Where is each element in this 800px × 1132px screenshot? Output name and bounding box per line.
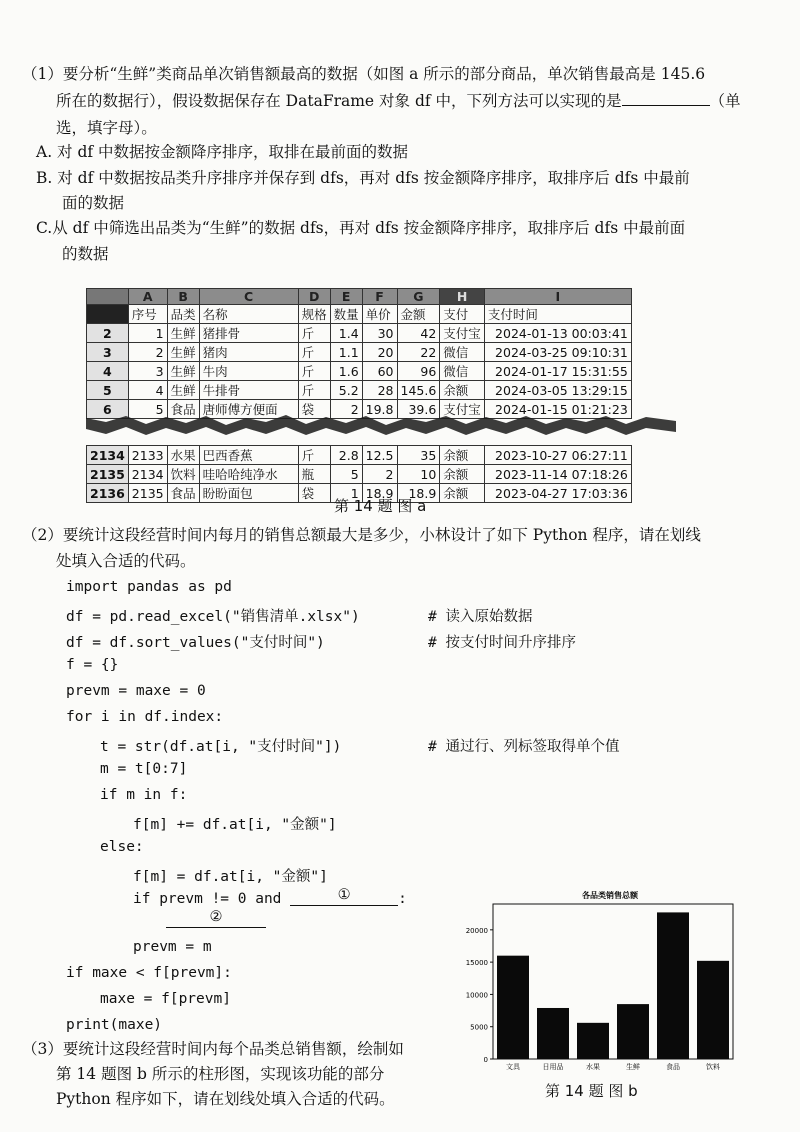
q1-option-c-cont: 的数据 <box>62 245 109 263</box>
col-letter: C <box>199 289 298 305</box>
row-number: 6 <box>87 400 129 419</box>
code-line: prevm = m <box>133 939 212 955</box>
cell: 5 <box>330 465 362 484</box>
cell: 18.9 <box>362 484 397 503</box>
spreadsheet-figure-a <box>86 288 632 503</box>
q2-line1: （2）要统计这段经营时间内每月的销售总额最大是多少，小林设计了如下 Python 程序，请在划线 <box>22 526 701 544</box>
cell: 18.9 <box>397 484 440 503</box>
code-colon: : <box>398 891 407 907</box>
cell: 斤 <box>298 446 330 465</box>
bar-食品 <box>657 912 689 1059</box>
bar-生鲜 <box>617 1004 649 1059</box>
cell: 1.6 <box>330 362 362 381</box>
cell: 2023-10-27 06:27:11 <box>484 446 631 465</box>
q1-option-c: C.从 df 中筛选出品类为“生鲜”的数据 dfs，再对 dfs 按金额降序排序，取排序后 dfs 中最前面 <box>36 219 686 237</box>
cell: 2 <box>330 400 362 419</box>
q2-line2: 处填入合适的代码。 <box>56 552 196 570</box>
x-tick-label: 日用品 <box>542 1063 564 1071</box>
bar-饮料 <box>697 961 729 1059</box>
cell: 28 <box>362 381 397 400</box>
q3-line1: （3）要统计这段经营时间内每个品类总销售额，绘制如 <box>22 1040 404 1058</box>
cell: 斤 <box>298 362 330 381</box>
cell: 2023-11-14 07:18:26 <box>484 465 631 484</box>
cell: 余额 <box>440 446 485 465</box>
cell: 2024-01-15 01:21:23 <box>484 400 631 419</box>
corner-cell <box>87 289 129 305</box>
row-number <box>87 305 129 324</box>
header-cell: 支付 <box>440 305 485 324</box>
cell: 微信 <box>440 343 485 362</box>
table-row <box>87 362 632 381</box>
cell: 斤 <box>298 381 330 400</box>
code-line: else: <box>100 839 144 855</box>
header-row <box>87 305 632 324</box>
code-line: m = t[0:7] <box>100 761 188 777</box>
cell: 余额 <box>440 465 485 484</box>
cell: 2024-01-17 15:31:55 <box>484 362 631 381</box>
cell: 支付宝 <box>440 324 485 343</box>
header-cell: 名称 <box>199 305 298 324</box>
bar-文具 <box>497 956 529 1059</box>
cell: 饮料 <box>167 465 199 484</box>
table-row <box>87 343 632 362</box>
cell: 30 <box>362 324 397 343</box>
q1-option-a: A. 对 df 中数据按金额降序排序，取排在最前面的数据 <box>36 143 409 161</box>
cell: 2023-04-27 17:03:36 <box>484 484 631 503</box>
cell: 35 <box>397 446 440 465</box>
cell: 余额 <box>440 381 485 400</box>
cell: 食品 <box>167 400 199 419</box>
cell: 斤 <box>298 343 330 362</box>
cell: 22 <box>397 343 440 362</box>
cell: 1 <box>128 324 167 343</box>
header-cell: 规格 <box>298 305 330 324</box>
row-number: 4 <box>87 362 129 381</box>
cell: 3 <box>128 362 167 381</box>
row-number: 2134 <box>87 446 129 465</box>
code-line: if m in f: <box>100 787 188 803</box>
cell: 19.8 <box>362 400 397 419</box>
chart-title: 各品类销售总额 <box>582 891 638 900</box>
col-letter: A <box>128 289 167 305</box>
header-cell: 金额 <box>397 305 440 324</box>
cell: 猪肉 <box>199 343 298 362</box>
table-row <box>87 446 632 465</box>
cell: 2133 <box>128 446 167 465</box>
cell: 食品 <box>167 484 199 503</box>
cell: 4 <box>128 381 167 400</box>
y-tick-label: 15000 <box>465 959 488 968</box>
code-line: maxe = f[prevm] <box>100 991 231 1007</box>
y-tick-label: 10000 <box>465 991 488 1000</box>
code-comment: # 通过行、列标签取得单个值 <box>428 739 620 755</box>
bar-chart-figure-b <box>455 886 745 1081</box>
q3-line2: 第 14 题图 b 所示的柱形图，实现该功能的部分 <box>56 1065 385 1083</box>
q1-line2-text: 所在的数据行），假设数据保存在 DataFrame 对象 df 中，下列方法可以实现的是 <box>56 92 622 110</box>
col-letter: F <box>362 289 397 305</box>
q1-option-b-cont: 面的数据 <box>62 194 125 212</box>
cell: 袋 <box>298 400 330 419</box>
cell: 唐师傅方便面 <box>199 400 298 419</box>
column-letter-row <box>87 289 632 305</box>
code-line: for i in df.index: <box>66 709 224 725</box>
x-tick-label: 食品 <box>666 1063 680 1071</box>
cell: 微信 <box>440 362 485 381</box>
cell: 余额 <box>440 484 485 503</box>
cell: 支付宝 <box>440 400 485 419</box>
cell: 2024-03-05 13:29:15 <box>484 381 631 400</box>
code-line: f = {} <box>66 657 119 673</box>
col-letter: E <box>330 289 362 305</box>
x-tick-label: 饮料 <box>706 1063 720 1071</box>
y-tick-label: 5000 <box>470 1023 488 1032</box>
col-letter: H <box>440 289 485 305</box>
cell: 袋 <box>298 484 330 503</box>
figure-b-caption: 第 14 题 图 b <box>545 1082 638 1100</box>
cell: 2 <box>362 465 397 484</box>
code-text: if prevm != 0 and <box>133 891 282 907</box>
cell: 生鲜 <box>167 381 199 400</box>
torn-edge-graphic <box>86 410 676 440</box>
cell: 145.6 <box>397 381 440 400</box>
row-number: 5 <box>87 381 129 400</box>
code-line: df = df.sort_values("支付时间") <box>66 635 325 651</box>
cell: 2134 <box>128 465 167 484</box>
cell: 12.5 <box>362 446 397 465</box>
cell: 生鲜 <box>167 324 199 343</box>
x-tick-label: 文具 <box>506 1063 520 1071</box>
code-blank-1[interactable] <box>290 887 398 906</box>
code-line: f[m] += df.at[i, "金额"] <box>133 817 337 833</box>
cell: 10 <box>397 465 440 484</box>
cell: 2024-03-25 09:10:31 <box>484 343 631 362</box>
cell: 39.6 <box>397 400 440 419</box>
code-line: import pandas as pd <box>66 579 232 595</box>
cell: 2024-01-13 00:03:41 <box>484 324 631 343</box>
cell: 瓶 <box>298 465 330 484</box>
cell: 5.2 <box>330 381 362 400</box>
row-number: 2 <box>87 324 129 343</box>
table-row <box>87 465 632 484</box>
x-tick-label: 生鲜 <box>626 1063 640 1071</box>
cell: 生鲜 <box>167 362 199 381</box>
header-cell: 序号 <box>128 305 167 324</box>
col-letter: G <box>397 289 440 305</box>
q1-line2-tail: （单 <box>709 92 741 110</box>
cell: 巴西香蕉 <box>199 446 298 465</box>
blank-marker-2: ② <box>209 909 223 925</box>
cell: 1.1 <box>330 343 362 362</box>
q1-line1: （1）要分析“生鲜”类商品单次销售额最高的数据（如图 a 所示的部分商品，单次销售最高是 145.6 <box>22 65 706 83</box>
q1-line2 <box>56 89 741 111</box>
header-cell: 数量 <box>330 305 362 324</box>
x-tick-label: 水果 <box>586 1063 600 1071</box>
y-tick-label: 20000 <box>465 926 488 935</box>
code-line: if maxe < f[prevm]: <box>66 965 232 981</box>
cell: 牛肉 <box>199 362 298 381</box>
cell: 盼盼面包 <box>199 484 298 503</box>
cell: 5 <box>128 400 167 419</box>
cell: 牛排骨 <box>199 381 298 400</box>
cell: 2 <box>128 343 167 362</box>
header-cell: 品类 <box>167 305 199 324</box>
cell: 2.8 <box>330 446 362 465</box>
header-cell: 单价 <box>362 305 397 324</box>
q1-line3: 选，填字母）。 <box>56 119 157 137</box>
cell: 猪排骨 <box>199 324 298 343</box>
cell: 96 <box>397 362 440 381</box>
q1-answer-blank[interactable] <box>622 91 710 106</box>
table-row <box>87 324 632 343</box>
row-number: 2135 <box>87 465 129 484</box>
code-line: t = str(df.at[i, "支付时间"]) <box>100 739 342 755</box>
table-row <box>87 381 632 400</box>
cell: 哇哈哈纯净水 <box>199 465 298 484</box>
bar-日用品 <box>537 1008 569 1059</box>
header-cell: 支付时间 <box>484 305 631 324</box>
q1-option-b: B. 对 df 中数据按品类升序排序并保存到 dfs，再对 dfs 按金额降序排序，取排序后 dfs 中最前 <box>36 169 690 187</box>
code-blank-2[interactable] <box>166 909 266 928</box>
code-line: f[m] = df.at[i, "金额"] <box>133 869 328 885</box>
code-comment: # 按支付时间升序排序 <box>428 635 576 651</box>
bar-水果 <box>577 1023 609 1059</box>
cell: 1 <box>330 484 362 503</box>
row-number: 3 <box>87 343 129 362</box>
code-line-blank1 <box>133 887 407 907</box>
code-line: df = pd.read_excel("销售清单.xlsx") <box>66 609 360 625</box>
row-number: 2136 <box>87 484 129 503</box>
cell: 42 <box>397 324 440 343</box>
cell: 2135 <box>128 484 167 503</box>
y-tick-label: 0 <box>483 1056 488 1064</box>
col-letter: B <box>167 289 199 305</box>
col-letter: D <box>298 289 330 305</box>
cell: 斤 <box>298 324 330 343</box>
blank-marker-1: ① <box>337 887 351 903</box>
code-line: print(maxe) <box>66 1017 163 1033</box>
code-comment: # 读入原始数据 <box>428 609 533 625</box>
col-letter: I <box>484 289 631 305</box>
cell: 生鲜 <box>167 343 199 362</box>
cell: 20 <box>362 343 397 362</box>
figure-a-caption: 第 14 题 图 a <box>334 497 427 515</box>
q3-line3: Python 程序如下，请在划线处填入合适的代码。 <box>56 1090 395 1108</box>
cell: 水果 <box>167 446 199 465</box>
code-line: prevm = maxe = 0 <box>66 683 206 699</box>
cell: 1.4 <box>330 324 362 343</box>
cell: 60 <box>362 362 397 381</box>
